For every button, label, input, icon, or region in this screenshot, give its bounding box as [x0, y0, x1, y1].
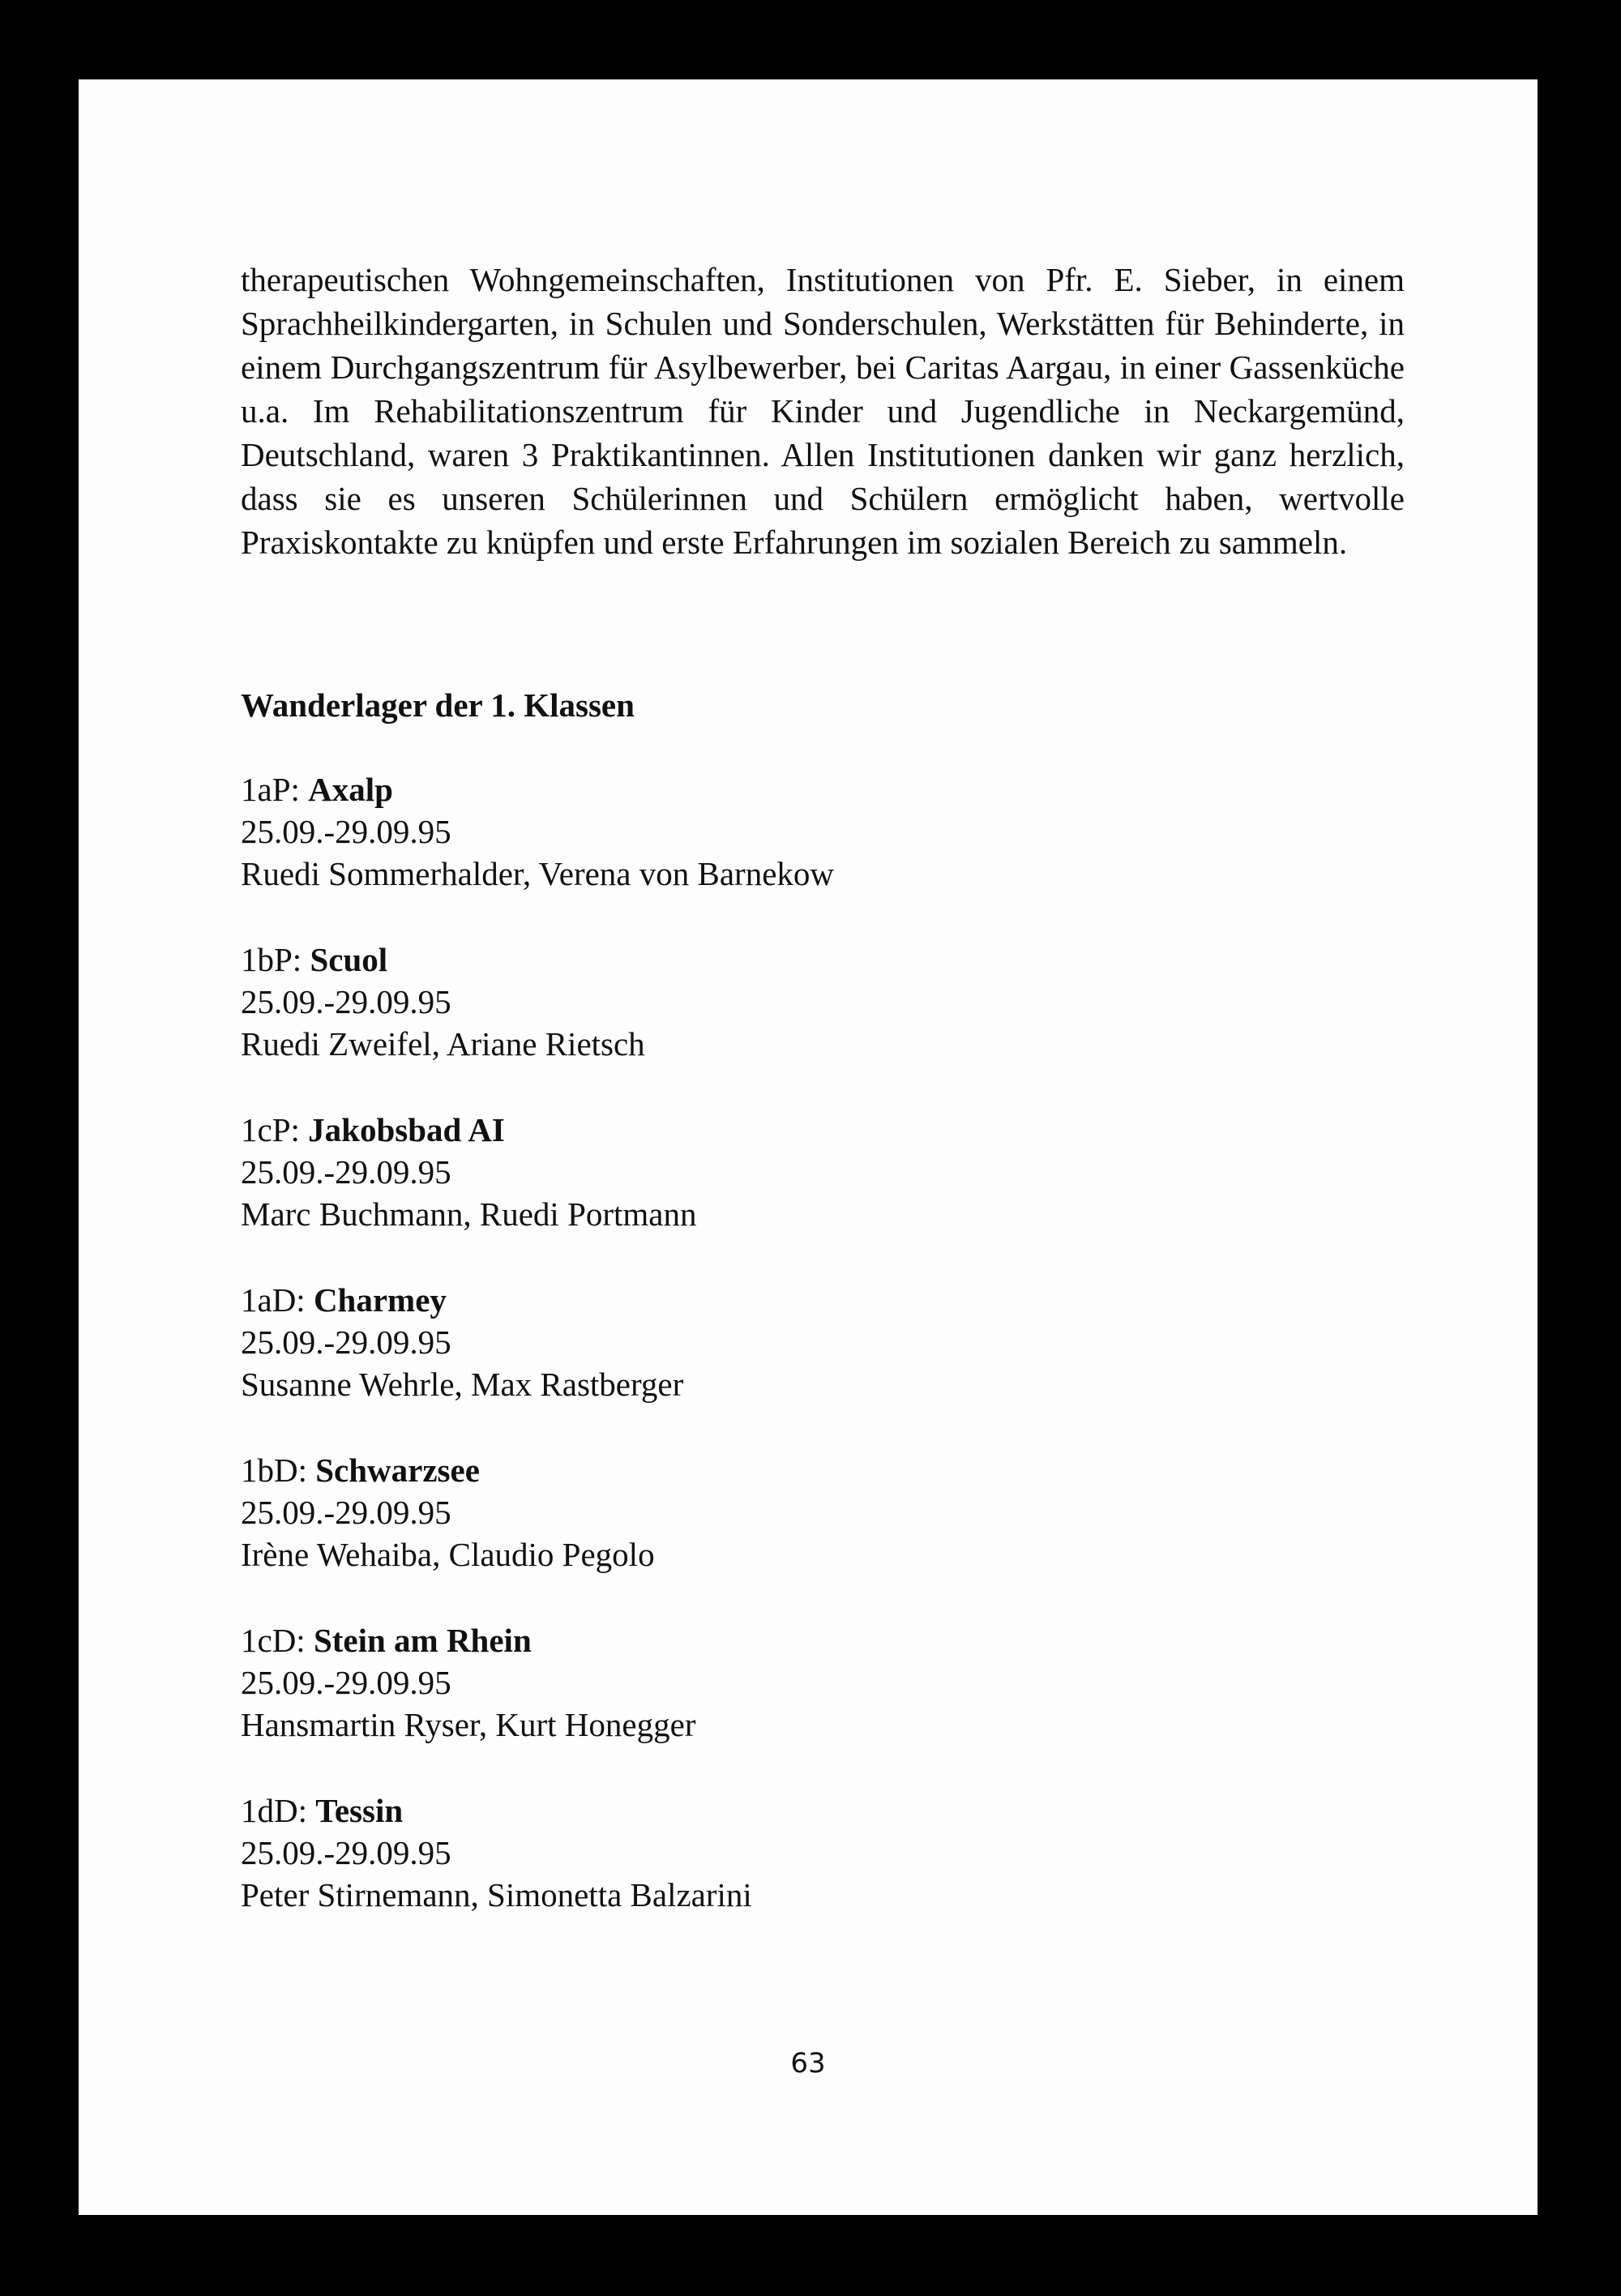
camp-leaders: Peter Stirnemann, Simonetta Balzarini [241, 1876, 752, 1913]
camp-leaders: Marc Buchmann, Ruedi Portmann [241, 1195, 697, 1233]
page-number: 63 [790, 2047, 826, 2080]
camp-dates: 25.09.-29.09.95 [241, 1494, 451, 1531]
camp-entry [241, 1279, 683, 1405]
camp-entry [241, 1789, 752, 1916]
camp-destination: Stein am Rhein [313, 1622, 532, 1659]
camp-leaders: Ruedi Zweifel, Ariane Rietsch [241, 1025, 645, 1062]
class-label: 1dD: [241, 1792, 316, 1829]
intro-paragraph: therapeutischen Wohngemeinschaften, Institutionen von Pfr. E. Sieber, in einem Sprachheilkindergarten, in Schulen und Sonderschulen, Werkstätten für Behinderte, in einem Durchgangszentrum für Asylbewerber, bei Caritas Aargau, in einer Gassenküche u.a. Im Rehabilitationszentrum für Kinder und Jugendliche in Neckargemünd, Deutschland, waren 3 Praktikantinnen. Allen Institutionen danken wir ganz herzlich, dass sie es unseren Schülerinnen und Schülern ermöglicht haben, wertvolle Praxiskontakte zu knüpfen und erste Erfahrungen im sozialen Bereich zu sammeln. [241, 261, 1405, 561]
camp-leaders: Ruedi Sommerhalder, Verena von Barnekow [241, 855, 834, 892]
camp-leaders: Susanne Wehrle, Max Rastberger [241, 1366, 684, 1403]
camp-entry [241, 1109, 697, 1235]
camp-title-line [241, 1619, 695, 1661]
camp-destination: Jakobsbad AI [308, 1111, 505, 1148]
camp-destination: Scuol [310, 941, 388, 978]
class-label: 1aD: [241, 1281, 314, 1319]
camp-entry [241, 768, 834, 895]
class-label: 1cP: [241, 1111, 309, 1148]
camp-destination: Axalp [308, 771, 393, 808]
camp-title-line [241, 1279, 683, 1321]
camp-entry [241, 1619, 695, 1746]
document-page [79, 79, 1538, 2215]
camp-dates: 25.09.-29.09.95 [241, 813, 451, 850]
class-label: 1aP: [241, 771, 309, 808]
class-label: 1bD: [241, 1452, 316, 1489]
camp-entry [241, 938, 645, 1065]
class-label: 1cD: [241, 1622, 314, 1659]
camp-entry [241, 1449, 655, 1576]
camp-title-line [241, 1109, 697, 1151]
camp-title-line [241, 938, 645, 981]
camp-dates: 25.09.-29.09.95 [241, 1664, 451, 1701]
camp-dates: 25.09.-29.09.95 [241, 1153, 451, 1191]
class-label: 1bP: [241, 941, 310, 978]
camp-title-line [241, 768, 834, 810]
camp-title-line [241, 1789, 752, 1832]
camp-destination: Tessin [315, 1792, 404, 1829]
camp-leaders: Irène Wehaiba, Claudio Pegolo [241, 1536, 655, 1573]
camp-destination: Schwarzsee [315, 1452, 480, 1489]
camp-leaders: Hansmartin Ryser, Kurt Honegger [241, 1706, 696, 1743]
camp-dates: 25.09.-29.09.95 [241, 1834, 451, 1871]
camp-title-line [241, 1449, 655, 1491]
section-heading: Wanderlager der 1. Klassen [241, 686, 635, 724]
camp-dates: 25.09.-29.09.95 [241, 983, 451, 1020]
camp-destination: Charmey [313, 1281, 447, 1319]
camp-dates: 25.09.-29.09.95 [241, 1323, 451, 1361]
